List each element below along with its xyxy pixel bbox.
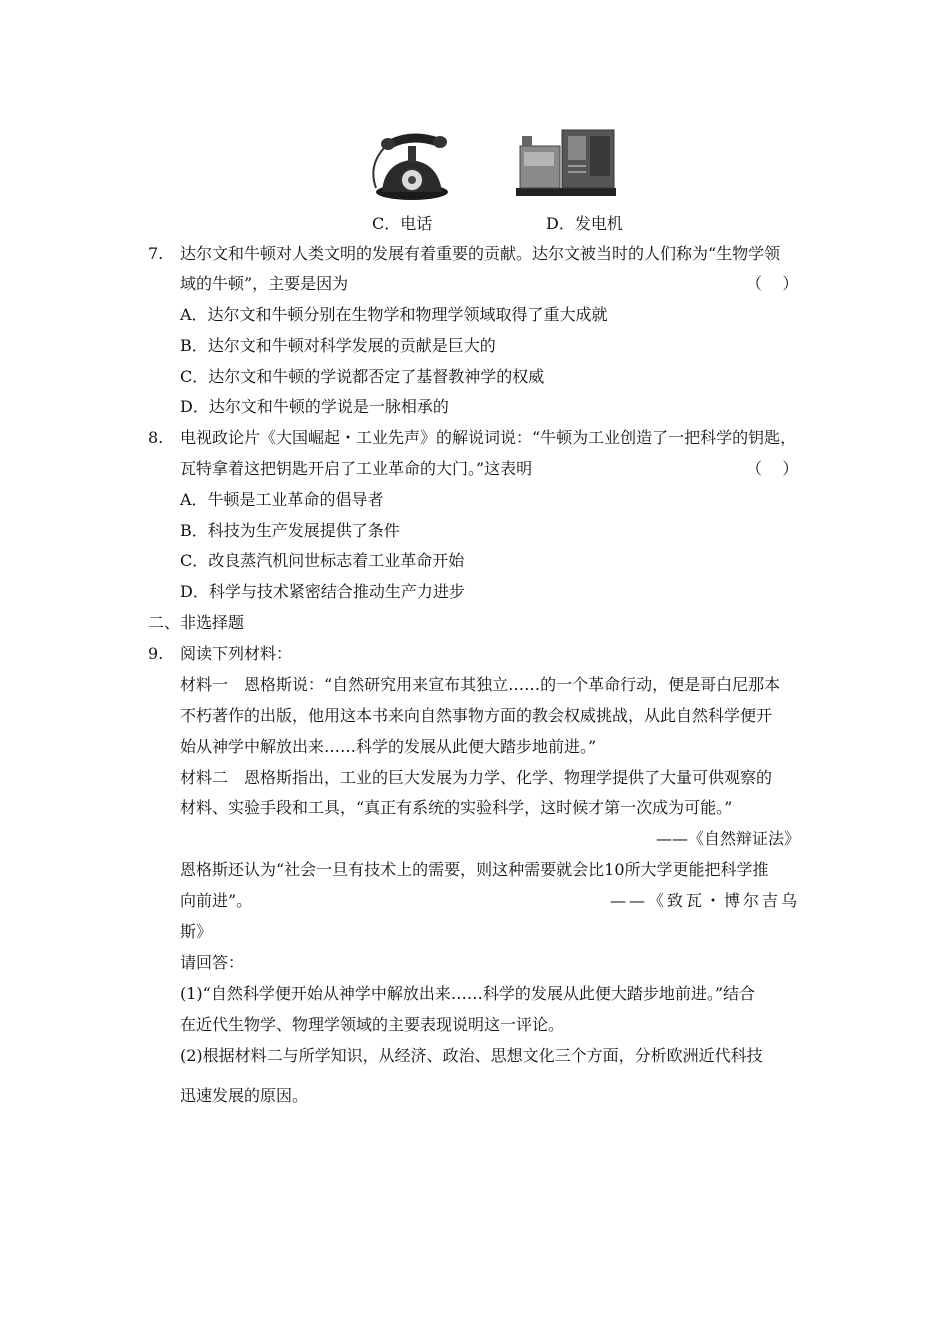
question-7-number: 7. bbox=[148, 244, 164, 263]
question-8-number: 8. bbox=[148, 428, 164, 447]
material-2-line-1: 材料二 恩格斯指出，工业的巨大发展为力学、化学、物理学提供了大量可供观察的 bbox=[180, 768, 773, 787]
question-9-number: 9. bbox=[148, 644, 164, 663]
question-7-option-c: C．达尔文和牛顿的学说都否定了基督教神学的权威 bbox=[180, 367, 545, 386]
question-8-line-2: 瓦特拿着这把钥匙开启了工业革命的大门。”这表明 bbox=[180, 459, 533, 478]
question-7-option-d: D．达尔文和牛顿的学说是一脉相承的 bbox=[180, 397, 449, 416]
question-8-option-c: C．改良蒸汽机问世标志着工业革命开始 bbox=[180, 551, 465, 570]
question-9-intro: 阅读下列材料： bbox=[180, 644, 293, 663]
question-8-option-d: D．科学与技术紧密结合推动生产力进步 bbox=[180, 582, 465, 601]
question-7-option-a: A．达尔文和牛顿分别在生物学和物理学领域取得了重大成就 bbox=[180, 305, 608, 324]
sub-question-1-line-1: (1)“自然科学便开始从神学中解放出来……科学的发展从此便大踏步地前进。”结合 bbox=[180, 984, 756, 1003]
material-3-line-1: 恩格斯还认为“社会一旦有技术上的需要，则这种需要就会比10所大学更能把科学推 bbox=[180, 860, 769, 879]
material-1-line-3: 始从神学中解放出来……科学的发展从此便大踏步地前进。” bbox=[180, 737, 597, 756]
sub-question-2-line-2: 迅速发展的原因。 bbox=[180, 1086, 309, 1105]
question-7-line-1: 达尔文和牛顿对人类文明的发展有着重要的贡献。达尔文被当时的人们称为“生物学领 bbox=[180, 244, 781, 263]
material-3-source: ——《致瓦・博尔吉乌 bbox=[609, 891, 800, 910]
material-3-line-2: 向前进”。 bbox=[180, 891, 253, 910]
material-3-line-3: 斯》 bbox=[180, 922, 213, 941]
question-8-option-b: B．科技为生产发展提供了条件 bbox=[180, 521, 400, 540]
question-8-line-1: 电视政论片《大国崛起・工业先声》的解说词说：“牛顿为工业创造了一把科学的钥匙， bbox=[180, 428, 797, 447]
question-8-answer-blank: （ ） bbox=[746, 459, 799, 478]
question-7-answer-blank: （ ） bbox=[746, 274, 799, 293]
option-d-label: D．发电机 bbox=[546, 214, 623, 233]
question-9-ask: 请回答： bbox=[180, 953, 245, 972]
material-2-source: ——《自然辩证法》 bbox=[655, 829, 800, 848]
material-1-line-1: 材料一 恩格斯说：“自然研究用来宣布其独立……的一个革命行动，便是哥白尼那本 bbox=[180, 675, 781, 694]
telephone-image bbox=[360, 126, 460, 202]
material-2-line-2: 材料、实验手段和工具，“真正有系统的实验科学，这时候才第一次成为可能。” bbox=[180, 798, 733, 817]
question-7-line-2: 域的牛顿”，主要是因为 bbox=[180, 274, 349, 293]
section-title: 二、非选择题 bbox=[148, 613, 245, 632]
material-1-line-2: 不朽著作的出版，他用这本书来向自然事物方面的教会权威挑战，从此自然科学便开 bbox=[180, 706, 773, 725]
generator-image bbox=[514, 126, 618, 198]
sub-question-2-line-1: (2)根据材料二与所学知识，从经济、政治、思想文化三个方面，分析欧洲近代科技 bbox=[180, 1046, 763, 1065]
option-c-label: C．电话 bbox=[372, 214, 433, 233]
question-8-option-a: A．牛顿是工业革命的倡导者 bbox=[180, 490, 384, 509]
question-7-option-b: B．达尔文和牛顿对科学发展的贡献是巨大的 bbox=[180, 336, 496, 355]
sub-question-1-line-2: 在近代生物学、物理学领域的主要表现说明这一评论。 bbox=[180, 1015, 565, 1034]
